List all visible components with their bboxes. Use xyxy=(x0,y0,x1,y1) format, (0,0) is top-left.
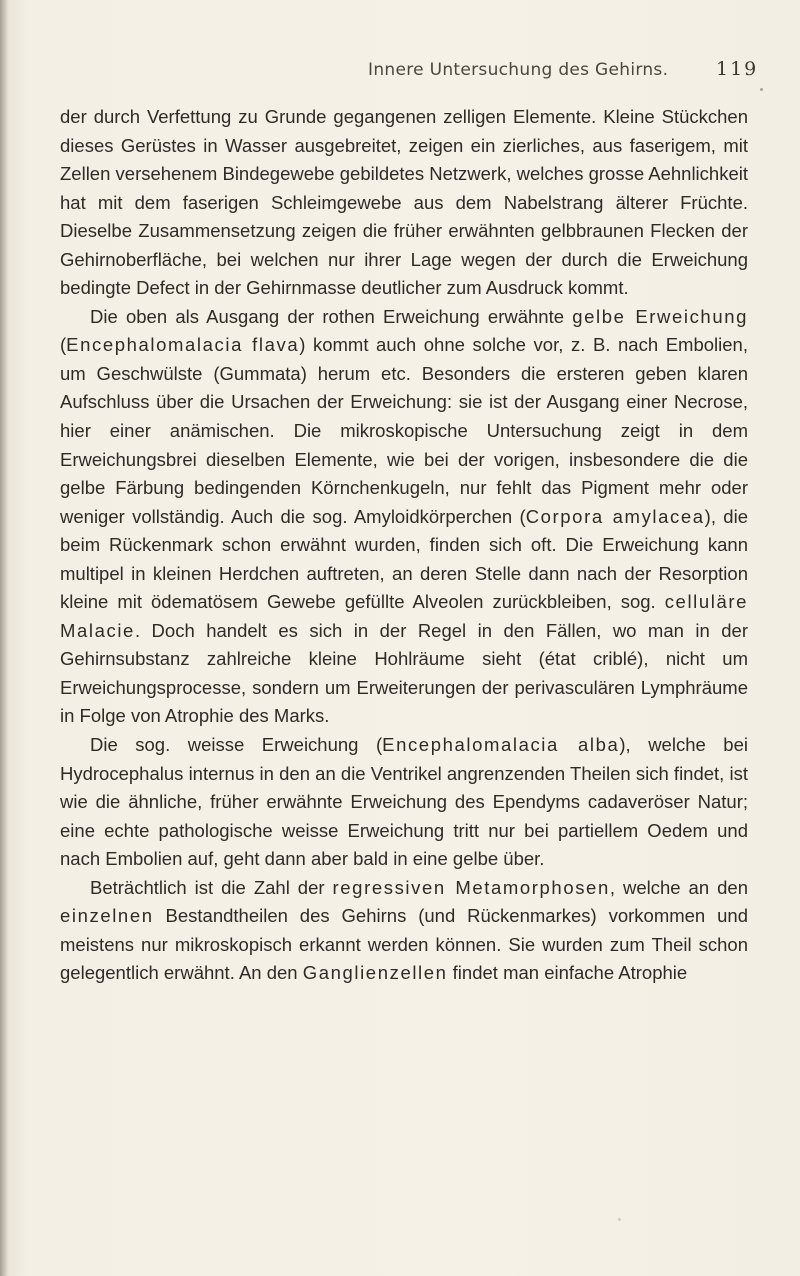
paragraph xyxy=(60,303,748,731)
running-head xyxy=(0,60,800,90)
spaced-emphasis: Corpora amylacea xyxy=(525,505,705,527)
ink-speck xyxy=(618,1218,621,1221)
page-number: 119 xyxy=(716,58,759,80)
text-run: Beträchtlich ist die Zahl der xyxy=(90,876,333,898)
binding-edge xyxy=(0,0,8,1276)
text-run: ( xyxy=(60,334,67,356)
text-run: ), welche bei Hydrocephalus internus in den an die Ventrikel angrenzenden Theilen sich findet, ist wie die ähnliche, früher erwähnte Erweichung des Ependyms cadaveröser Natur; eine echte pathologische weisse Erweichung tritt nur bei partiellem Oedem und nach Embolien auf, geht dann aber bald in eine gelbe über. xyxy=(60,734,748,870)
spaced-emphasis: Ganglienzellen xyxy=(302,962,448,984)
text-run: Die sog. weisse Erweichung ( xyxy=(90,734,383,756)
text-run: ), die beim Rückenmark schon erwähnt wurden, finden sich oft. Die Erweichung kann multipel in kleinen Herdchen auftreten, an deren Stelle dann nach der Resorption kleine mit ödematösem Gewebe gefüllte Alveolen zurückbleiben, sog. xyxy=(60,505,748,613)
spaced-emphasis: regressiven Metamorphosen xyxy=(332,876,610,898)
text-run: , welche an den xyxy=(609,876,748,898)
text-run: Bestandtheilen des Gehirns (und Rückenmarkes) vorkommen und meistens nur mikroskopisch erkannt werden können. Sie wurden zum Theil schon gelegentlich erwähnt. An den xyxy=(60,905,748,984)
text-run: Die oben als Ausgang der rothen Erweichung erwähnte xyxy=(90,305,573,327)
running-title: Innere Untersuchung des Gehirns. xyxy=(368,60,669,80)
body-text xyxy=(60,103,748,988)
spaced-emphasis: gelbe Erweichung xyxy=(572,305,748,327)
spaced-emphasis: Encephalomalacia alba xyxy=(382,734,620,756)
spaced-emphasis: Encephalomalacia flava xyxy=(66,334,300,356)
paragraph xyxy=(60,874,748,988)
paragraph xyxy=(60,103,748,303)
paragraph xyxy=(60,731,748,874)
text-run: . Doch handelt es sich in der Regel in den Fällen, wo man in der Gehirnsubstanz zahlreiche kleine Hohlräume sieht (état criblé), nicht um Erweichungsprocesse, sondern um Erweiterungen der perivasculären Lymphräume in Folge von Atrophie des Marks. xyxy=(60,619,748,727)
text-run: findet man einfache Atrophie xyxy=(447,962,688,984)
text-run: ) kommt auch ohne solche vor, z. B. nach Embolien, um Geschwülste (Gummata) herum etc. Besonders die ersteren geben klaren Aufschluss über die Ursachen der Erweichung: sie ist der Ausgang einer Necrose, hier einer anämischen. Die mikroskopische Untersuchung zeigt in dem Erweichungsbrei dieselben Elemente, wie bei der vorigen, insbesondere die die gelbe Färbung bedingenden Körnchenkugeln, nur fehlt das Pigment mehr oder weniger vollständig. Auch die sog. Amyloidkörperchen ( xyxy=(60,334,748,527)
text-run: der durch Verfettung zu Grunde gegangenen zelligen Elemente. Kleine Stückchen dieses Gerüstes in Wasser ausgebreitet, zeigen ein zierliches, aus faserigem, mit Zellen versehenem Bindegewebe gebildetes Netzwerk, welches grosse Aehnlichkeit hat mit dem faserigen Schleimgewebe aus dem Nabelstrang älterer Früchte. Dieselbe Zusammensetzung zeigen die früher erwähnten gelbbraunen Flecken der Gehirnoberfläche, bei welchen nur ihrer Lage wegen der durch die Erweichung bedingte Defect in der Gehirnmasse deutlicher zum Ausdruck kommt. xyxy=(60,106,748,299)
spaced-emphasis: celluläre Malacie xyxy=(60,591,748,641)
ink-speck xyxy=(760,88,763,91)
spaced-emphasis: einzelnen xyxy=(60,905,154,927)
